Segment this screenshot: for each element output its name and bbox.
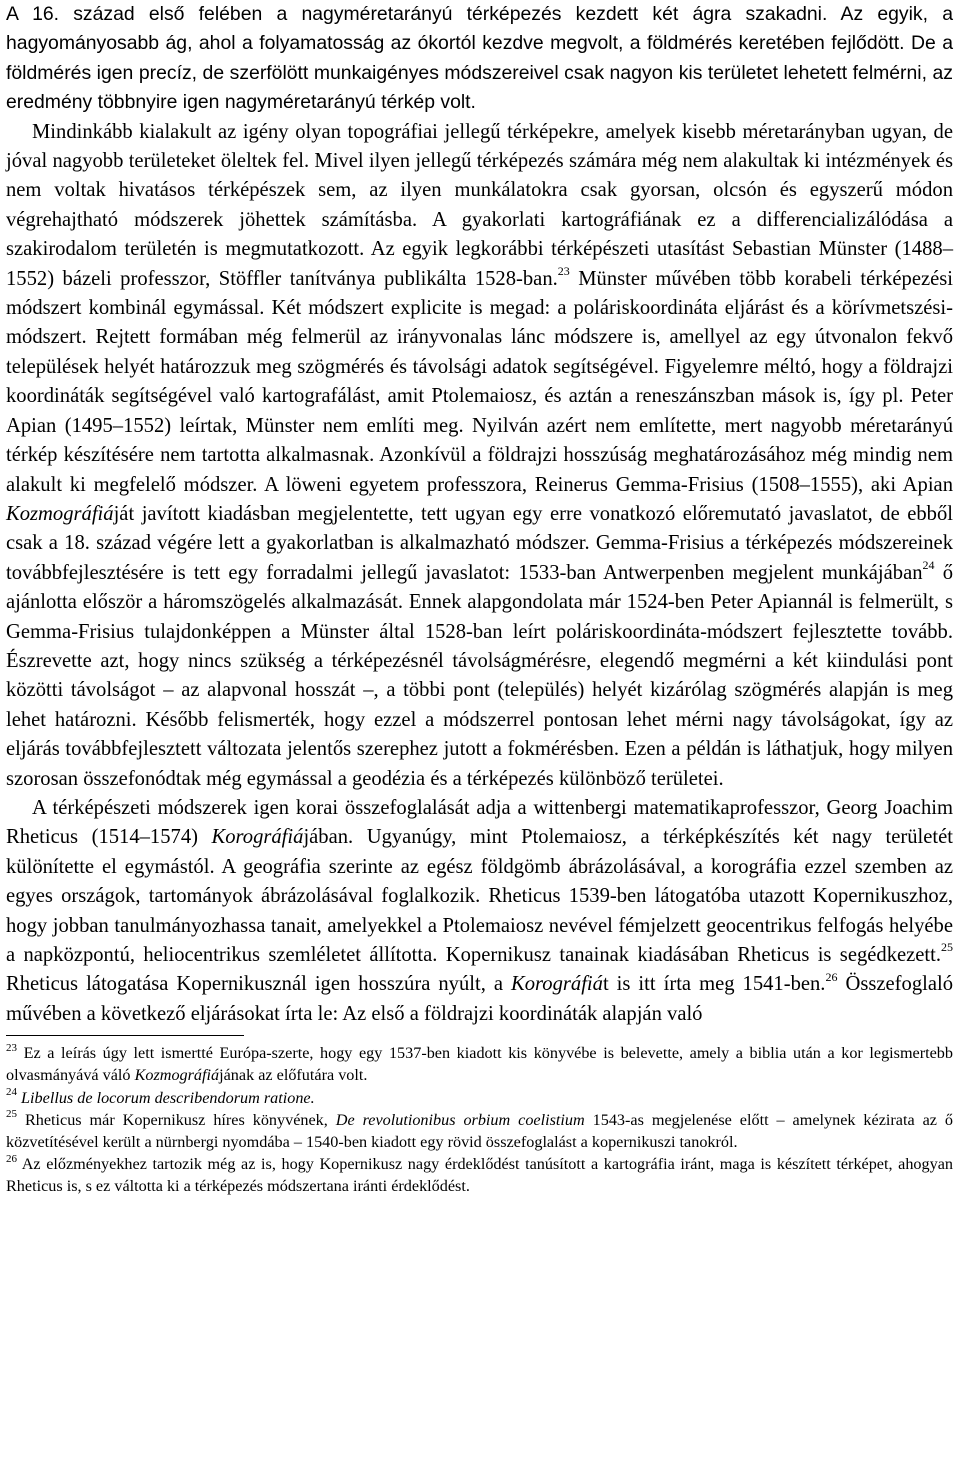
intro-paragraph [6, 0, 953, 118]
footnote-26 [6, 1153, 953, 1197]
paragraph-text: jában. Ugyanúgy, mint Ptolemaiosz, a térképkészítés két nagy területét különítette el egymástól. A geográfia szerinte az egész földgömb ábrázolásával, a korográfia ezzel szemben az egyes országok, tartományok ábrázolásával foglalkozik. Rheticus 1539-ben látogatóba utazott Kopernikuszhoz, hogy jobban tanulmányozhassa tanait, amelyekkel a Ptolemaiosz nevével fémjelzett geocentrikus felfogás helyébe a napközpontú, heliocentrikus szemléletet állította. Kopernikusz tanainak kiadásában Rheticus is segédkezett. [6, 826, 953, 966]
footnote-23 [6, 1042, 953, 1086]
paragraph-text: A térképészeti módszerek igen korai összefoglalását adja a wittenbergi matematikaprofesszor, Georg Joachim Rheticus (1514–1574) [6, 796, 953, 849]
footnote-ref-23[interactable]: 23 [557, 263, 570, 278]
book-title: Kozmográfiá [134, 1066, 220, 1085]
footnote-number: 26 [6, 1152, 17, 1165]
footnote-text: Az előzményekhez tartozik még az is, hogy Kopernikusz nagy érdeklődést tanúsított a kartográfia iránt, maga is készített térképet, ahogyan Rheticus is, s ez váltotta ki a térképezés módszertana iránti érdeklődést. [6, 1155, 953, 1196]
footnotes [6, 1042, 953, 1197]
footnote-24 [6, 1087, 953, 1109]
footnote-ref-26[interactable]: 26 [825, 969, 838, 984]
footnote-number: 24 [6, 1086, 17, 1099]
main-text [6, 0, 953, 1029]
paragraph-text: ját javított kiadásban megjelentette, tett ugyan egy erre vonatkozó előremutató javaslatot, de ebből csak a 18. század végére lett a gyakorlatban is alkalmazható módszer. Gemma-Frisius a térképezés módszereinek továbbfejlesztésére is tett egy forradalmi jellegű javaslatot: 1533-ban Antwerpenben megjelent munkájában [6, 502, 953, 584]
footnote-divider [6, 1035, 244, 1036]
footnote-ref-25[interactable]: 25 [941, 940, 953, 955]
paragraph-text: Mindinkább kialakult az igény olyan topográfiai jellegű térképekre, amelyek kisebb méretarányban ugyan, de jóval nagyobb területeket öleltek fel. Mivel ilyen jellegű térképezés számára még nem alakultak ki intézmények és nem voltak hivatásos térképészek sem, az ilyen munkálatokra csak gyorsan, olcsón és egyszerű módon végrehajtható módszerek jöhettek számításba. A gyakorlati kartográfiának ez a differencializálódása a szakirodalom területén is megmutatkozott. Az egyik legkorábbi térképészeti utasítást Sebastian Münster (1488–1552) bázeli professzor, Stöffler tanítványa publikálta 1528-ban. [6, 120, 953, 290]
footnote-text: jának az előfutára volt. [219, 1066, 368, 1085]
footnote-text: 1543-as megjelenése előtt – amelynek kézirata az ő közvetítésével került a nürnbergi nyomdába – 1540-ben kiadott egy rövid összefoglalást a kopernikuszi tanokról. [6, 1110, 953, 1152]
footnote-text: Ez a leírás úgy lett ismertté Európa-szerte, hogy egy 1537-ben kiadott kis könyvébe is belevette, amely a biblia után a kor legismertebb olvasmányává váló [6, 1044, 953, 1085]
footnote-text: Rheticus már Kopernikusz híres könyvének, [17, 1110, 336, 1129]
footnote-number: 23 [6, 1041, 17, 1054]
paragraph-text: ő ajánlotta először a háromszögelés alkalmazását. Ennek alapgondolata már 1524-ben Peter Apiannál is felmerült, s Gemma-Frisius tulajdonképpen a Münster által 1528-ban leírt poláriskoordináta-módszert fejlesztette tovább. Észrevette azt, hogy nincs szükség a térképezésnél távolságmérésre, elegendő megmérni a két kiindulási pont közötti távolságot – az alapvonal hosszát –, a többi pont (település) helyét kizárólag szögmérés alapján is meg lehet határozni. Később felismerték, hogy ezzel a módszerrel pontosan lehet mérni nagy távolságokat, így az eljárás továbbfejlesztett változata jelentős szerephez jutott a fokmérésben. Ezen a példán is láthatjuk, hogy milyen szorosan összefonódtak még egymással a geodézia és a térképezés különböző területei. [6, 561, 953, 790]
footnote-ref-24[interactable]: 24 [922, 557, 935, 572]
footnote-number: 25 [6, 1108, 17, 1121]
book-title: Libellus de locorum describendorum ratione. [17, 1088, 315, 1107]
paragraph-topographic-maps [6, 118, 953, 794]
paragraph-text: Münster művében több korabeli térképezési módszert kombinál egymással. Két módszert explicite is megad: a poláriskoordináta eljárást és a körívmetszési-módszert. Rejtett formában még felmerül az irányvonalas lánc módszere is, amellyel az egy útvonalon fekvő települések helyét határozzuk meg szögmérés és távolsági adatok segítségével. Figyelemre méltó, hogy a földrajzi koordináták segítségével való kartografálást, amit Ptolemaiosz, és aztán a reneszánszban mások is, így pl. Peter Apian (1495–1552) leírtak, Münster nem említi meg. Nyilván azért nem említette, mert nagyobb méretarányú térkép készítésére nem tartotta alkalmasnak. Azonkívül a földrajzi hosszúság meghatározásához még mindig nem alakult ki megfelelő módszer. A löweni egyetem professzora, Reinerus Gemma-Frisius (1508–1555), aki Apian [6, 267, 953, 496]
paragraph-text: t is itt írta meg 1541-ben. [602, 973, 826, 996]
book-title: De revolutionibus orbium coelistium [335, 1110, 585, 1129]
paragraph-text: Rheticus látogatása Kopernikusznál igen hosszúra nyúlt, a [6, 973, 512, 996]
paragraph-text: Összefoglaló művében a következő eljárásokat írta le: Az első a földrajzi koordináták alapján való [6, 973, 953, 1025]
book-title: Korográfiá [211, 826, 304, 849]
paragraph-rheticus [6, 794, 953, 1029]
footnote-25 [6, 1109, 953, 1153]
intro-text: A 16. század első felében a nagyméretarányú térképezés kezdett két ágra szakadni. Az egyik, a hagyományosabb ág, ahol a folyamatosság az ókortól kezdve megvolt, a földmérés keretében fejlődött. De a földmérés igen precíz, de szerfölött munkaigényes módszereivel csak nagyon kis területet lehetett felmérni, az eredmény többnyire igen nagyméretarányú térkép volt. [6, 3, 953, 114]
book-title: Kozmográfiá [6, 502, 114, 525]
book-title: Korográfiá [511, 973, 603, 996]
